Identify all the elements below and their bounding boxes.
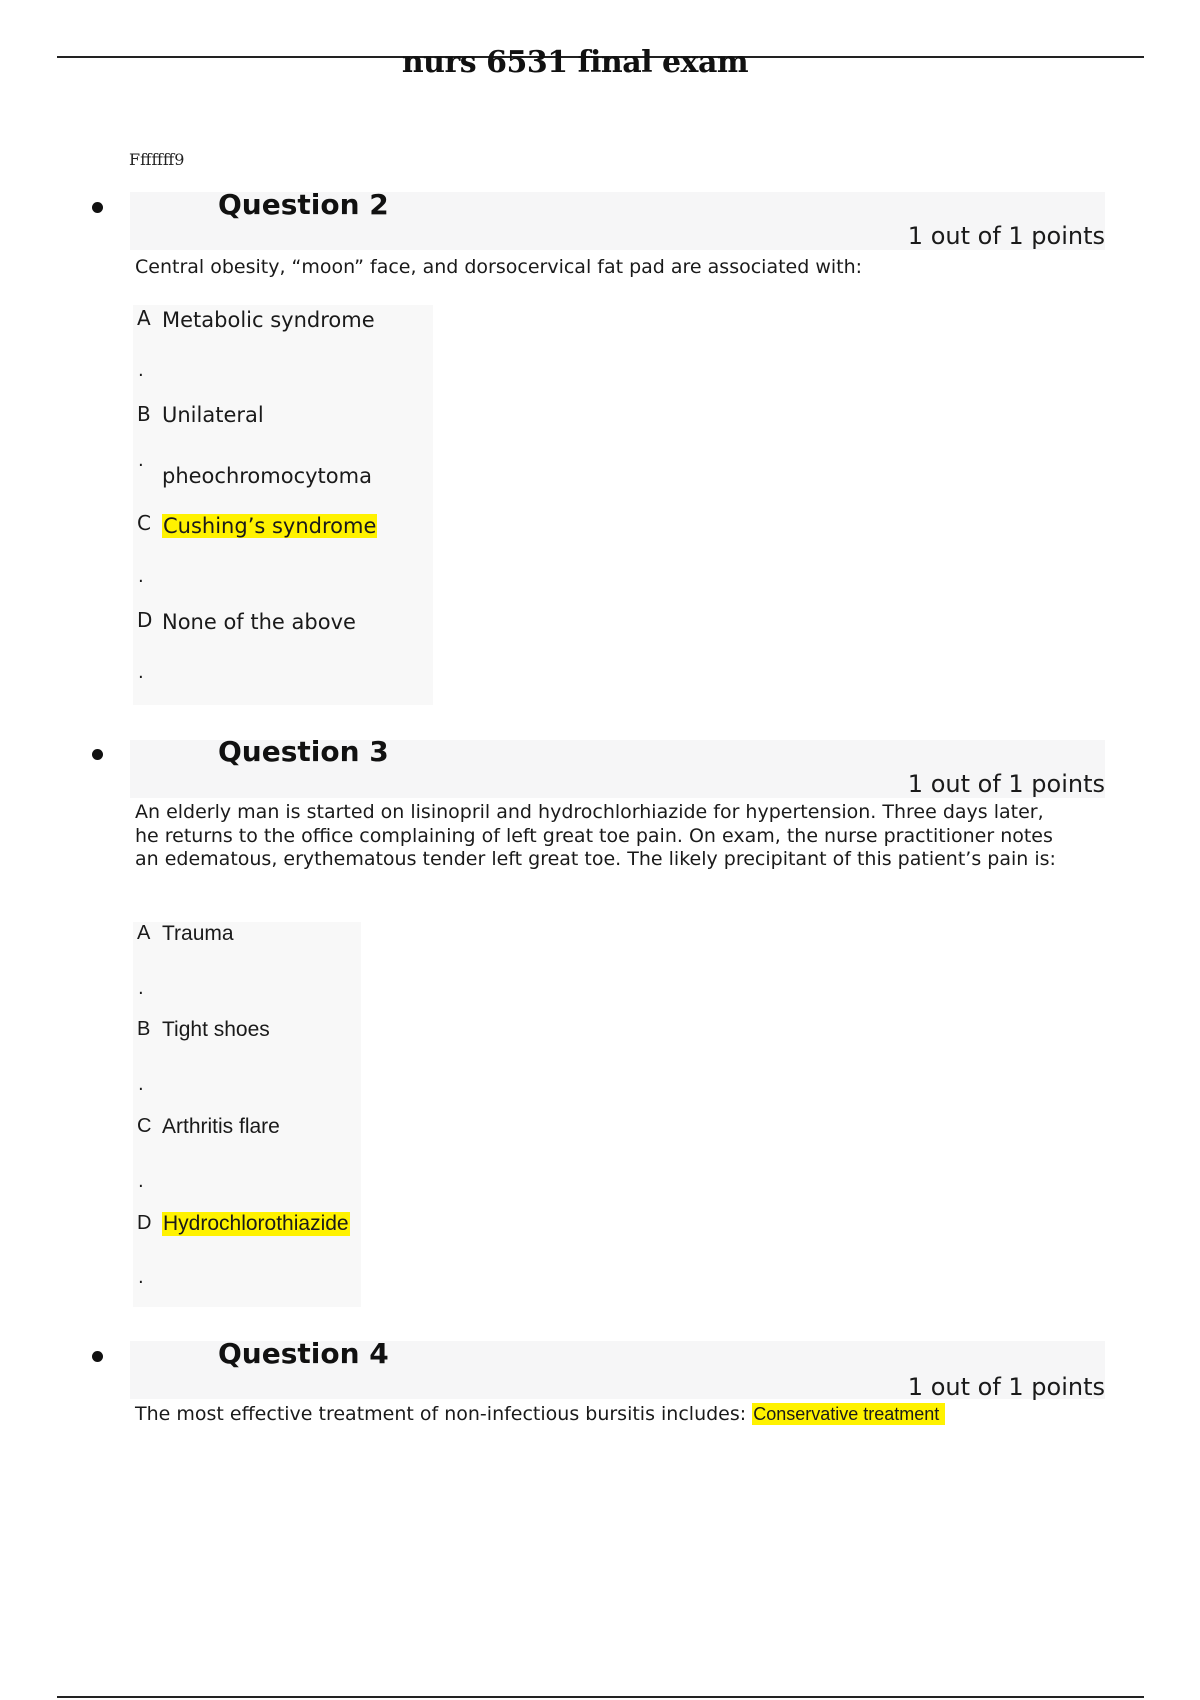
question-points: 1 out of 1 points bbox=[907, 222, 1105, 250]
option-dot: . bbox=[138, 1267, 144, 1288]
option-dot: . bbox=[138, 978, 144, 999]
option-letter: C bbox=[137, 511, 151, 535]
question-points: 1 out of 1 points bbox=[907, 770, 1105, 798]
question-title: Question 3 bbox=[218, 735, 389, 768]
option-dot: . bbox=[138, 662, 144, 683]
answer-highlighted: Conservative treatment bbox=[752, 1403, 945, 1425]
question-text-line bbox=[135, 1403, 945, 1427]
option-dot: · bbox=[138, 455, 144, 476]
question-title: Question 4 bbox=[218, 1337, 389, 1370]
option-text: Tight shoes bbox=[162, 1018, 270, 1041]
option-text-highlighted: Hydrochlorothiazide bbox=[163, 1212, 349, 1235]
bullet-icon bbox=[92, 1351, 103, 1362]
option-dot: . bbox=[138, 1074, 144, 1095]
question-text: The most effective treatment of non-infectious bursitis includes: bbox=[135, 1403, 747, 1425]
option-letter: B bbox=[137, 402, 151, 426]
question-title: Question 2 bbox=[218, 188, 389, 221]
option-letter: B bbox=[137, 1018, 151, 1040]
document-title: nurs 6531 final exam bbox=[401, 45, 749, 80]
option-text: Unilateral bbox=[162, 403, 264, 427]
option-dot: . bbox=[138, 566, 144, 587]
option-text: Trauma bbox=[162, 922, 234, 945]
option-letter: D bbox=[137, 1212, 152, 1234]
footer-rule bbox=[57, 1696, 1144, 1698]
document-code: Fffffff9 bbox=[129, 150, 185, 169]
bullet-icon bbox=[92, 202, 103, 213]
option-text-continued: pheochromocytoma bbox=[162, 464, 372, 488]
option-text-highlighted: Cushing’s syndrome bbox=[163, 514, 377, 538]
option-letter: D bbox=[137, 608, 153, 632]
option-dot: . bbox=[138, 1171, 144, 1192]
options-panel bbox=[133, 305, 433, 705]
option-letter: C bbox=[137, 1115, 152, 1137]
option-text: Arthritis flare bbox=[162, 1115, 280, 1138]
bullet-icon bbox=[92, 749, 103, 760]
option-letter: A bbox=[137, 306, 151, 330]
question-text: An elderly man is started on lisinopril and hydrochlorhiazide for hypertension. Three days later, he returns to the office complaining of left great toe pain. On exam, the nurse practitioner notes an edematous, erythematous tender left great toe. The likely precipitant of this patient’s pain is: bbox=[135, 801, 1056, 870]
option-text: None of the above bbox=[162, 610, 356, 634]
option-dot: . bbox=[138, 360, 144, 381]
question-points: 1 out of 1 points bbox=[907, 1373, 1105, 1401]
option-text: Metabolic syndrome bbox=[162, 308, 375, 332]
question-text: Central obesity, “moon” face, and dorsocervical fat pad are associated with: bbox=[135, 256, 863, 278]
option-letter: A bbox=[137, 922, 151, 944]
